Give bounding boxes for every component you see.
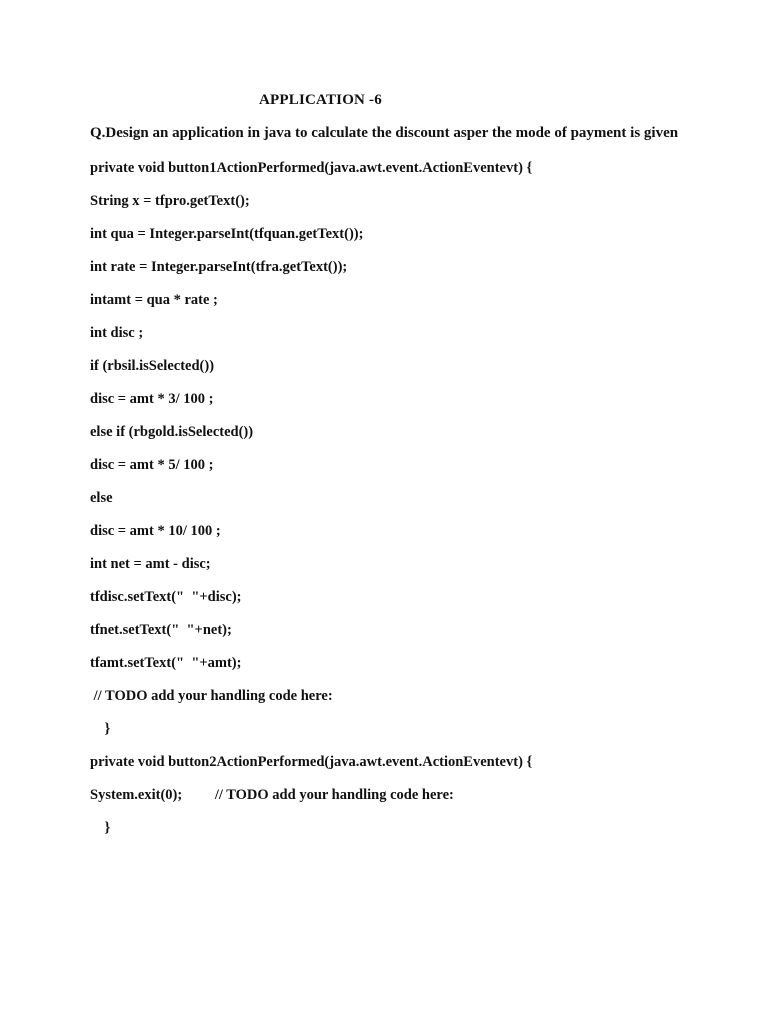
code-closing-brace: } <box>90 721 111 737</box>
code-line: disc = amt * 5/ 100 ; <box>90 457 214 473</box>
code-line: disc = amt * 3/ 100 ; <box>90 391 214 407</box>
code-line: intamt = qua * rate ; <box>90 292 218 308</box>
code-line: tfnet.setText(" "+net); <box>90 622 232 638</box>
code-comment-line: // TODO add your handling code here: <box>90 688 333 704</box>
code-line: int disc ; <box>90 325 144 341</box>
question-text: Q.Design an application in java to calculate the discount asper the mode of payment is given <box>90 125 679 141</box>
code-line: disc = amt * 10/ 100 ; <box>90 523 221 539</box>
code-closing-brace: } <box>90 820 111 836</box>
code-line: if (rbsil.isSelected()) <box>90 358 215 374</box>
code-line: tfamt.setText(" "+amt); <box>90 655 242 671</box>
document-title: APPLICATION -6 <box>259 92 382 108</box>
code-line: else <box>90 490 113 506</box>
code-line: else if (rbgold.isSelected()) <box>90 424 254 440</box>
code-line: String x = tfpro.getText(); <box>90 193 250 209</box>
code-line: System.exit(0); // TODO add your handling code here: <box>90 787 454 803</box>
code-line: int rate = Integer.parseInt(tfra.getText()); <box>90 259 348 275</box>
code-line: private void button2ActionPerformed(java.awt.event.ActionEventevt) { <box>90 754 533 770</box>
code-line: private void button1ActionPerformed(java.awt.event.ActionEventevt) { <box>90 160 533 176</box>
code-line: int net = amt - disc; <box>90 556 211 572</box>
code-line: int qua = Integer.parseInt(tfquan.getText()); <box>90 226 364 242</box>
code-line: tfdisc.setText(" "+disc); <box>90 589 242 605</box>
